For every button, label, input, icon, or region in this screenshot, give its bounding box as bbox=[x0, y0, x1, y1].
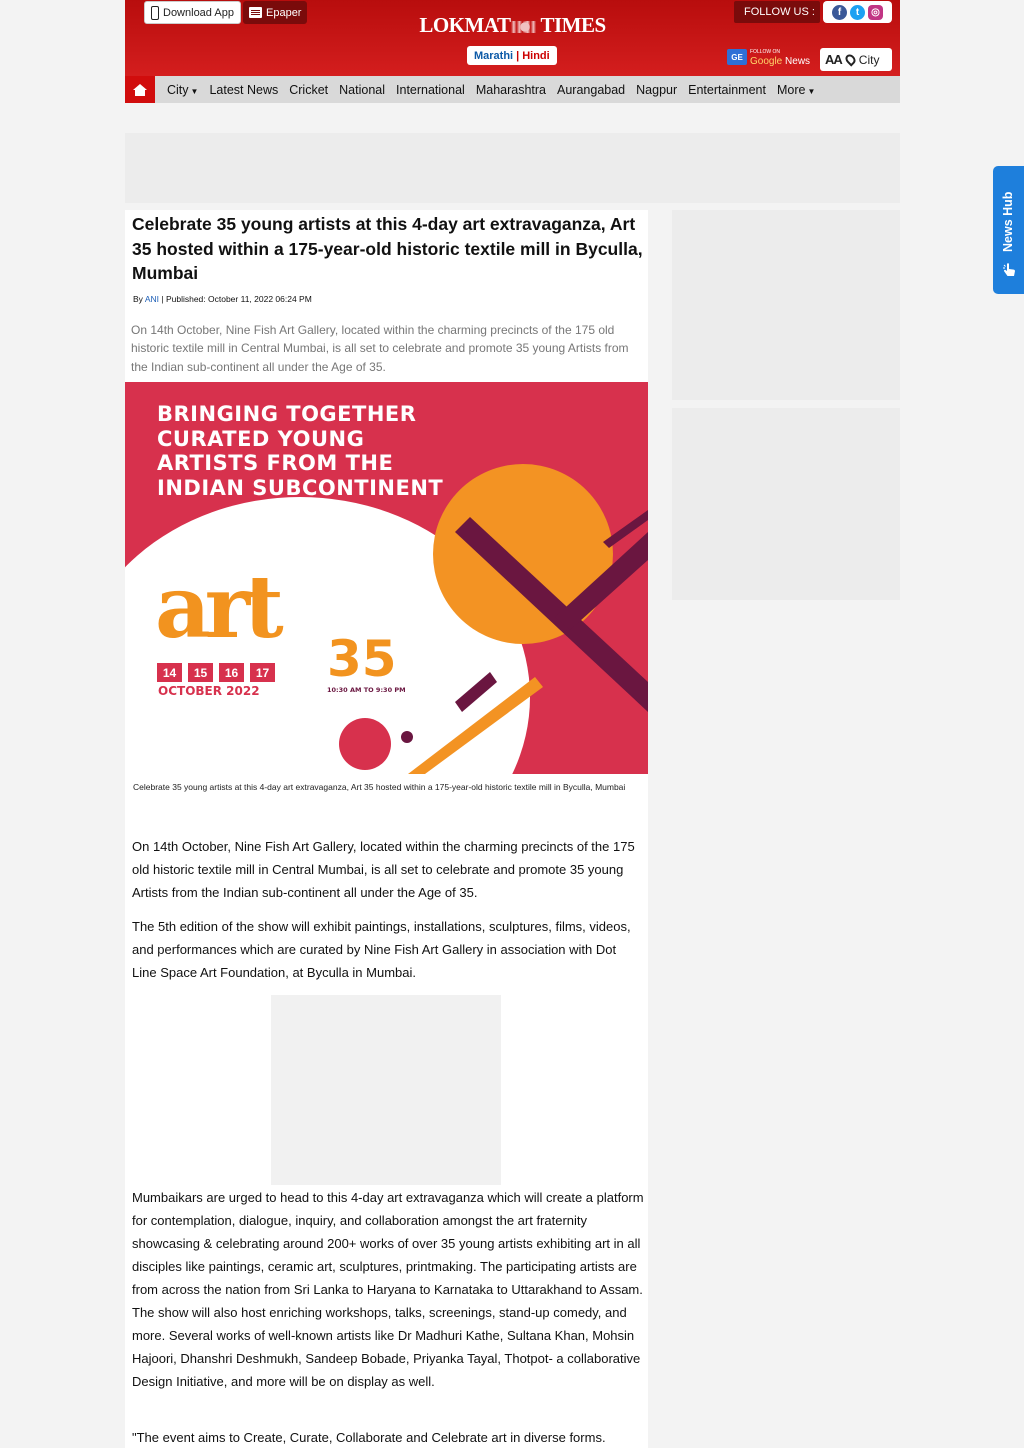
google-news-icon: GE bbox=[727, 49, 747, 65]
lang-marathi-link[interactable]: Marathi bbox=[474, 49, 514, 62]
article-summary: On 14th October, Nine Fish Art Gallery, located within the charming precincts of the 175 old historic textile mill in Central Mumbai, is all set to celebrate and promote 35 young Artists from the Indian sub-continent all under the Age of 35. bbox=[131, 323, 629, 374]
ad-slot-sidebar-1 bbox=[672, 210, 900, 400]
nav-item-latest-news[interactable]: Latest News bbox=[209, 82, 279, 97]
social-links bbox=[823, 1, 892, 23]
nav-item-national[interactable]: National bbox=[339, 82, 386, 97]
language-switcher: Marathi | Hindi bbox=[467, 46, 557, 65]
author-link[interactable]: ANI bbox=[144, 294, 159, 304]
city-selector[interactable] bbox=[820, 48, 892, 71]
article-paragraph: "The event aims to Create, Curate, Collaborate and Celebrate art in diverse forms. bbox=[132, 1430, 606, 1445]
article-byline: By ANI | Published: October 11, 2022 06:24 PM bbox=[133, 294, 312, 304]
image-caption: Celebrate 35 young artists at this 4-day art extravaganza, Art 35 hosted within a 175-year-old historic textile mill in Byculla, Mumbai bbox=[133, 782, 626, 792]
home-icon bbox=[133, 84, 147, 90]
article-paragraph: On 14th October, Nine Fish Art Gallery, located within the charming precincts of the 175 old historic textile mill in Central Mumbai, is all set to celebrate and promote 35 young Artists from the Indian sub-continent all under the Age of 35. bbox=[132, 839, 635, 900]
article bbox=[125, 210, 648, 1448]
hero-number: 35 bbox=[327, 630, 397, 688]
nav-item-cricket[interactable]: Cricket bbox=[289, 82, 329, 97]
font-size-toggle[interactable]: AA bbox=[825, 52, 842, 67]
download-app-label: Download App bbox=[163, 6, 234, 19]
nav-item-nagpur[interactable]: Nagpur bbox=[636, 82, 678, 97]
instagram-icon[interactable]: ◎ bbox=[868, 5, 883, 20]
nav-item-city[interactable]: City ▼ bbox=[167, 82, 199, 97]
hand-tap-icon bbox=[1002, 262, 1016, 278]
nav-item-aurangabad[interactable]: Aurangabad bbox=[557, 82, 626, 97]
article-paragraph: Mumbaikars are urged to head to this 4-day art extravaganza which will create a platform for contemplation, dialogue, inquiry, and collaboration amongst the art fraternity showcasing & celebrating around 200+ works of over 35 young artists exhibiting art in all disciples like paintings, ceramic art, sculptures, printmaking. The participating artists are from across the nation from Sri Lanka to Haryana to Karnataka to Uttarakhand to Assam. The show will also host enriching workshops, talks, screenings, stand-up comedy, and more. Several works of well-known artists like Dr Madhuri Kathe, Sultana Khan, Mohsin Hajoori, Dhanshri Deshmukh, Sandeep Bobade, Priyanka Tayal, Thotpot- a collaborative Design Initiative, and more will be on display as well. bbox=[132, 1190, 644, 1389]
nav-item-more[interactable]: More ▼ bbox=[776, 82, 816, 97]
download-app-button[interactable] bbox=[144, 1, 241, 24]
facebook-icon[interactable]: f bbox=[832, 5, 847, 20]
nav-item-international[interactable]: International bbox=[396, 82, 465, 97]
ad-slot-top bbox=[125, 133, 900, 203]
city-label: City bbox=[858, 52, 880, 67]
hero-month: OCTOBER 2022 bbox=[158, 684, 260, 698]
lang-hindi-link[interactable]: Hindi bbox=[522, 49, 550, 62]
home-button[interactable] bbox=[125, 76, 155, 103]
epaper-icon bbox=[249, 7, 262, 18]
ad-slot-inline bbox=[271, 995, 501, 1185]
hero-headline: BRINGING TOGETHER CURATED YOUNG ARTISTS FROM THE INDIAN SUBCONTINENT bbox=[157, 402, 444, 500]
article-headline: Celebrate 35 young artists at this 4-day art extravaganza, Art 35 hosted within a 175-year-old historic textile mill in Byculla, Mumbai bbox=[132, 214, 643, 283]
logo-emblem-icon bbox=[511, 21, 539, 33]
main-nav bbox=[125, 76, 900, 103]
nav-item-entertainment[interactable]: Entertainment bbox=[688, 82, 766, 97]
phone-icon bbox=[151, 6, 159, 20]
nav-item-maharashtra[interactable]: Maharashtra bbox=[475, 82, 547, 97]
news-hub-label: News Hub bbox=[1001, 191, 1015, 252]
site-header bbox=[125, 0, 900, 76]
epaper-button[interactable] bbox=[243, 1, 307, 24]
article-hero-image bbox=[125, 382, 648, 774]
twitter-icon[interactable]: t bbox=[850, 5, 865, 20]
article-paragraph: The 5th edition of the show will exhibit paintings, installations, sculptures, films, videos, and performances which are curated by Nine Fish Art Gallery in association with Dot Line Space Art Foundation, at Byculla in Mumbai. bbox=[132, 919, 631, 980]
epaper-label: Epaper bbox=[266, 6, 302, 19]
follow-us-label: FOLLOW US : bbox=[734, 1, 820, 23]
hero-art-wordmark: art bbox=[155, 557, 278, 658]
hero-time: 10:30 AM TO 9:30 PM bbox=[327, 686, 406, 694]
published-date: | Published: October 11, 2022 06:24 PM bbox=[161, 294, 312, 304]
ad-slot-sidebar-2 bbox=[672, 408, 900, 600]
location-pin-icon bbox=[843, 52, 857, 66]
hero-dates: 14 15 16 17 bbox=[157, 663, 275, 682]
caret-down-icon: ▼ bbox=[807, 86, 816, 96]
news-hub-tab[interactable] bbox=[993, 166, 1024, 294]
google-news-link[interactable]: GE FOLLOW ON Google News bbox=[727, 47, 810, 67]
caret-down-icon: ▼ bbox=[190, 86, 199, 96]
site-logo[interactable]: LOKMAT TIMES bbox=[419, 13, 606, 37]
